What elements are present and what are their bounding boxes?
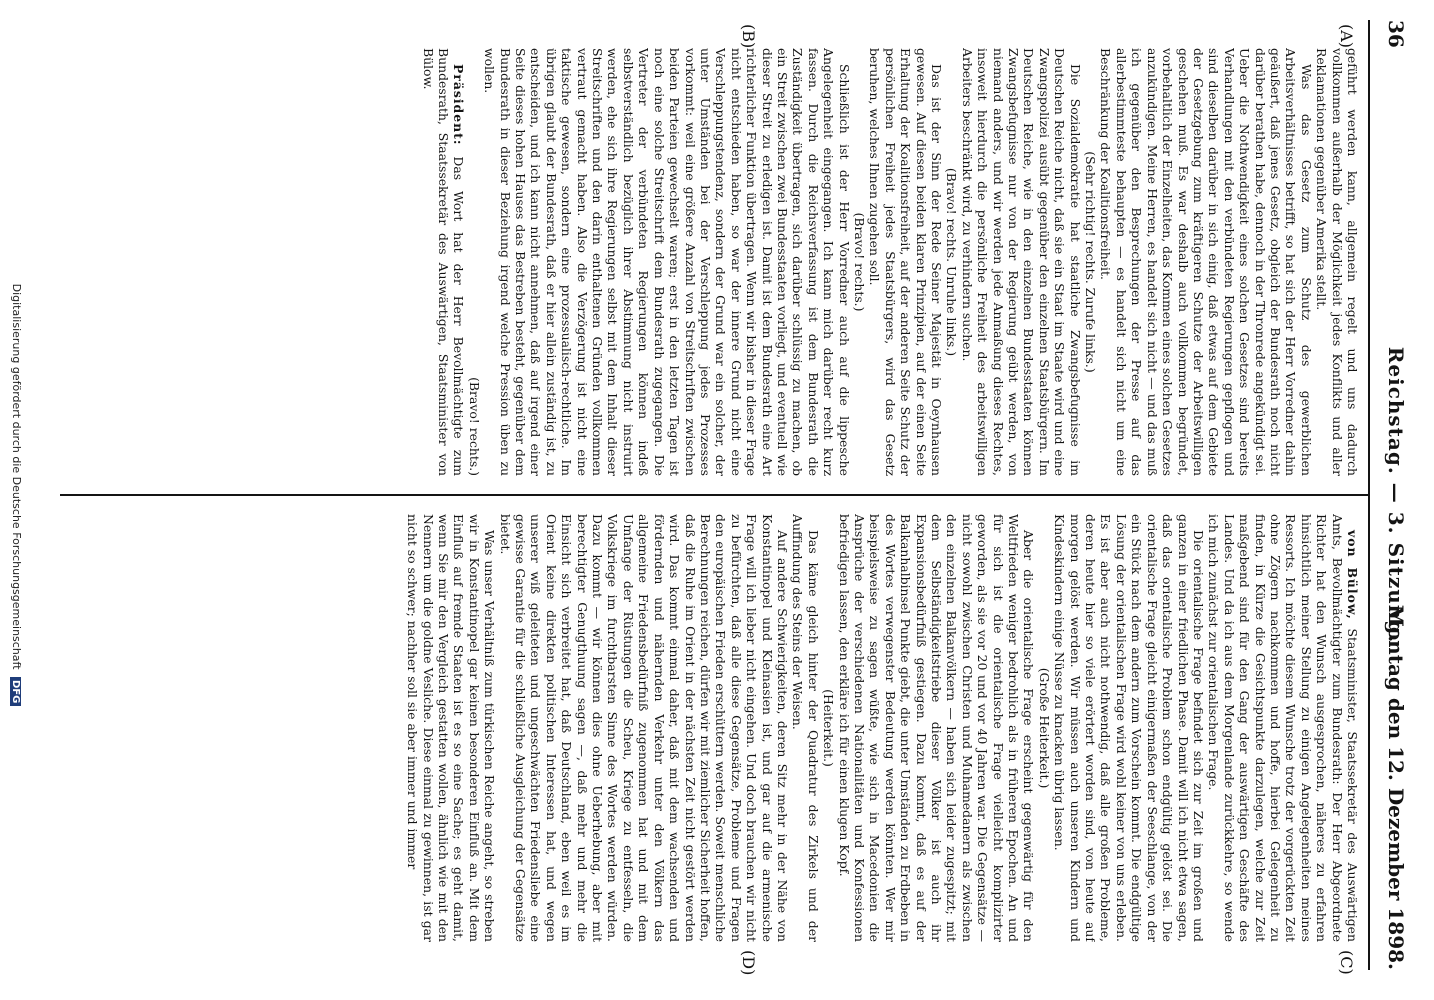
paragraph: Die orientalische Frage befindet sich zur Zeit im großen und ganzen in einer friedlichen Phase. Damit will ich nicht etwa sagen, daß das orientalische Problem schon endgültig gelöst sei. Die orientalische Frage gleicht einigermaßen der Seeschlange, von der ein Stück nach dem andern zum Vorschein kommt. Die endgültige Lösung der orientalischen Frage wird wohl keiner von uns erleben. Es ist aber auch nicht nothwendig, daß alle großen Probleme, deren heute hier so viele erörtert worden sind, von heute auf morgen gelöst werden. Wir müssen auch unseren Kindern und Kindeskindern einige Nüsse zu knacken übrig lassen.: [1052, 514, 1206, 942]
paragraph: Was unser Verhältniß zum türkischen Reiche angeht, so streben wir in Konstantinopel gar keinen besonderen Einfluß an. Mit dem Einfluß auf fremde Staaten ist es so eine Sache; es geht damit, wenn Sie mir den Vergleich gestatten wollen, ähnlich wie mit den Nennern um die goldne Vesliche. Diese einmal zu gewinnen, ist gar nicht so schwer; nachher soll sie aber immer und immer: [405, 514, 498, 942]
speaker-president: Präsident:: [451, 64, 467, 146]
header-rule: [1368, 20, 1370, 970]
interjection: (Sehr richtig! rechts. Zurufe links.): [1083, 151, 1099, 373]
left-column: [60, 48, 1360, 476]
margin-marker-b: (B): [739, 24, 758, 49]
page-header: [1378, 20, 1408, 970]
paragraph: Das ist der Sinn der Rede Seiner Majestät in Oeynhausen gewesen. Auf diesen beiden klaren Prinzipien, auf der einen Seite Erhaltung der Koalitionsfreiheit, auf der anderen Seite Schutz der persönlichen Freiheit jedes Staatsbürgers, wird das Gesetz beruhen, welches Ihnen zugehen soll.: [867, 48, 945, 476]
paragraph: Aber die orientalische Frage erscheint gegenwärtig für den Weltfrieden weniger bedrohlich als in früheren Epochen. An und für sich ist die orientalische Frage vielleicht komplizirter geworden, als sie vor 20 und vor 40 Jahren war. Die Gegensätze — nicht sowohl zwischen Christen und Muhamedanern als zwischen den einzelnen Balkanvölkern — haben sich leider zugespitzt; mit dem Selbständigkeitstriebe dieser Völker ist auch ihr Expansionsbedürfniß gestiegen. Dazu kommt, daß es auf der Balkanhalbinsel Punkte giebt, die unter Umständen zu Erdbeben in des Wortes verwegenster Bedeutung werden könnten. Wer mir beispielsweise zu sagen wüßte, wie sich in Macedonien die Ansprüche der verschiedenen Nationalitäten und Konfessionen befriedigen lassen, den erkläre ich für einen klugen Kopf.: [836, 514, 1037, 942]
margin-marker-d: (D): [739, 950, 758, 976]
paragraph-text: Staatsminister, Staatssekretär des Auswärtigen Amts, Bevollmächtigter zum Bundesrath: Der Herr Abgeordnete Richter hat den Wunsch ausgesprochen, näheres zu erfahren hinsichtlich meiner Stellung zu einigen Angelegenheiten meines Ressorts. Ich möchte diesem Wunsche trotz der vorgerückten Zeit ohne Zögern nachkommen und hoffe, hierbei Gelegenheit zu finden, in Kürze die Gesichtspunkte darzulegen, welche zur Zeit maßgebend sind für den Gang der auswärtigen Geschäfte des Landes. Und da ich aus dem Morgenlande zurückkehre, so wende ich mich zunächst zur orientalischen Frage.: [1206, 514, 1360, 942]
interjection: (Bravo! rechts. Unruhe links.): [944, 167, 960, 357]
right-column: [60, 514, 1360, 942]
page-title: Reichstag. — 3. Sitzung.: [1384, 346, 1408, 644]
speaker-paragraph: [1206, 514, 1360, 942]
paragraph: Auf andere Schwierigkeiten, deren Sitz mehr in der Nähe von Konstantinopel und Kleinasien ist, und gar auf die armenische Frage will ich lieber nicht eingehen. Und doch brauchen wir nicht zu befürchten, daß alle diese Gegensätze, Probleme und Fragen den europäischen Frieden erschüttern werden. Soweit menschliche Berechnungen reichen, dürfen wir mit ziemlicher Sicherheit hoffen, daß die Ruhe im Orient in der nächsten Zeit nicht gestört werden wird. Das kommt einmal daher, daß mit dem wachsenden und fördernden und nähernden Verkehr unter den Völkern das allgemeine Friedensbedürfniß zugenommen hat und mit dem Umfange der Rüstungen die Scheu, Kriege zu entfesseln, die Volkskriege im furchtbarsten Sinne des Wortes werden würden. Dazu kommt — wir können dies ohne Ueberhebung, aber mit berechtigter Genugthuung sagen —, daß mehr und mehr die Einsicht sich verbreitet hat, daß Deutschland, eben weil es im Orient keine direkten politischen Interessen hat, und wegen unserer wiß geleiteten und ungeschwächten Friedensliebe eine gewisse Garantie für die schließliche Ausgleichung der Gegensätze bietet.: [497, 514, 790, 942]
interjection: (Große Heiterkeit.): [1036, 667, 1052, 789]
interjection: (Bravo! rechts.): [852, 212, 867, 312]
speaker-name: von Bülow,: [1345, 530, 1360, 620]
paragraph: geführt werden kann, allgemein regelt und uns dadurch vollkommen außerhalb der Möglichkeit jedes Konflikts und aller Reklamationen gegenüber Amerika stellt.: [1314, 48, 1360, 476]
credit-text: Digitalisierung gefördert durch die Deutsche Forschungsgemeinschaft: [10, 283, 23, 670]
dfg-logo: DFG: [10, 677, 21, 706]
paragraph: Was das Gesetz zum Schutz des gewerblichen Arbeitsverhältnisses betrifft, so hat sich der Herr Vorredner dahin geäußert, daß jenes Gesetz, obgleich der Bundesrath noch nicht darüber berathen habe, dennoch in der Thronrede angekündigt sei. Ueber die Nothwendigkeit eines solchen Gesetzes sind bereits Verhandlungen mit den verbündeten Regierungen gepflogen und sind dieselben darüber in sich einig, daß etwas auf dem Gebiete der Gesetzgebung zum kräftigeren Schutze der Arbeitswilligen geschehen muß. Es war deshalb auch vollkommen begründet, vorbehaltlich der Einzelheiten, das Kommen eines solchen Gesetzes anzukündigen. Meine Herren, es handelt sich nicht — und das muß ich gegenüber den Besprechungen der Presse auf das allerbestimmteste behaupten — es handelt sich nicht um eine Beschränkung der Koalitionsfreiheit.: [1098, 48, 1314, 476]
interjection: (Heiterkeit.): [821, 689, 837, 767]
president-paragraph: [420, 48, 466, 476]
column-divider: [60, 494, 1368, 496]
digitization-credit: [10, 0, 23, 990]
margin-marker-c: (C): [1337, 950, 1356, 975]
paragraph: Die Sozialdemokratie hat staatliche Zwangsbefugnisse im Deutschen Reiche nicht, daß sie ein Staat im Staate wird und eine Zwangspolizei ausübt gegenüber den einzelnen Staatsbürgern. Im Deutschen Reiche, wie in den einzelnen Bundesstaaten können Zwangsbefugnisse nur von der Regierung geübt werden, von niemand anders, und wir werden jede Anmaßung dieses Rechtes, insoweit hierdurch die persönliche Freiheit des arbeitswilligen Arbeiters beschränkt wird, zu verhindern suchen.: [959, 48, 1083, 476]
paragraph: Schließlich ist der Herr Vorredner auch auf die lippesche Angelegenheit eingegangen. Ich kann mich darüber recht kurz fassen. Durch die Reichsverfassung ist dem Bundesrath die Zuständigkeit übertragen, sich darüber schlüssig zu machen, ob ein Streit zwischen zwei Bundesstaaten vorliegt, und eventuell wie dieser Streit zu erledigen ist. Damit ist dem Bundesrath eine Art richterlicher Funktion übertragen. Wenn wir bisher in dieser Frage nicht entschieden haben, so war der innere Grund nicht eine Verschleppungstendenz, sondern der Grund war ein solcher, der unter Umständen bei der Verschleppung jedes Prozesses vorkommt: weil eine größere Anzahl von Streitschriften zwischen beiden Parteien gewechselt waren; erst in den letzten Tagen ist noch eine solche Streitschrift dem Bundesrath zugegangen. Die Vertreter der verbündeten Regierungen können indeß selbstverständlich bezüglich ihrer Abstimmung nicht instruirt werden, ehe sich ihre Regierungen selbst mit dem Inhalt dieser Streitschriften und den darin enthaltenen Gründen vollkommen vertraut gemacht haben. Also die Verzögerung ist nicht eine taktische gewesen, sondern eine prozessualisch-rechtliche. Im übrigen glaubt der Bundesrath, daß er hier allein zuständig ist, zu entscheiden, und ich kann nicht annehmen, daß auf irgend einer Seite dieses hohen Hauses das Bestreben besteht, gegenüber dem Bundesrath in dieser Beziehung irgend welche Pression üben zu wollen.: [482, 48, 852, 476]
interjection: (Bravo! rechts.): [466, 377, 482, 476]
session-date: Montag den 12. Dezember 1898.: [1384, 604, 1408, 970]
paragraph: Das käme gleich hinter der Quadratur des Zirkels und der Auffindung des Steins der Weisen.: [790, 514, 821, 942]
margin-marker-a: (A): [1337, 24, 1356, 49]
paragraph-text: Das Wort hat der Herr Bevollmächtigte zum Bundesrath, Staatssekretär des Auswärtigen, Staatsminister von Bülow.: [420, 48, 467, 476]
page-number: 36: [1384, 20, 1408, 48]
